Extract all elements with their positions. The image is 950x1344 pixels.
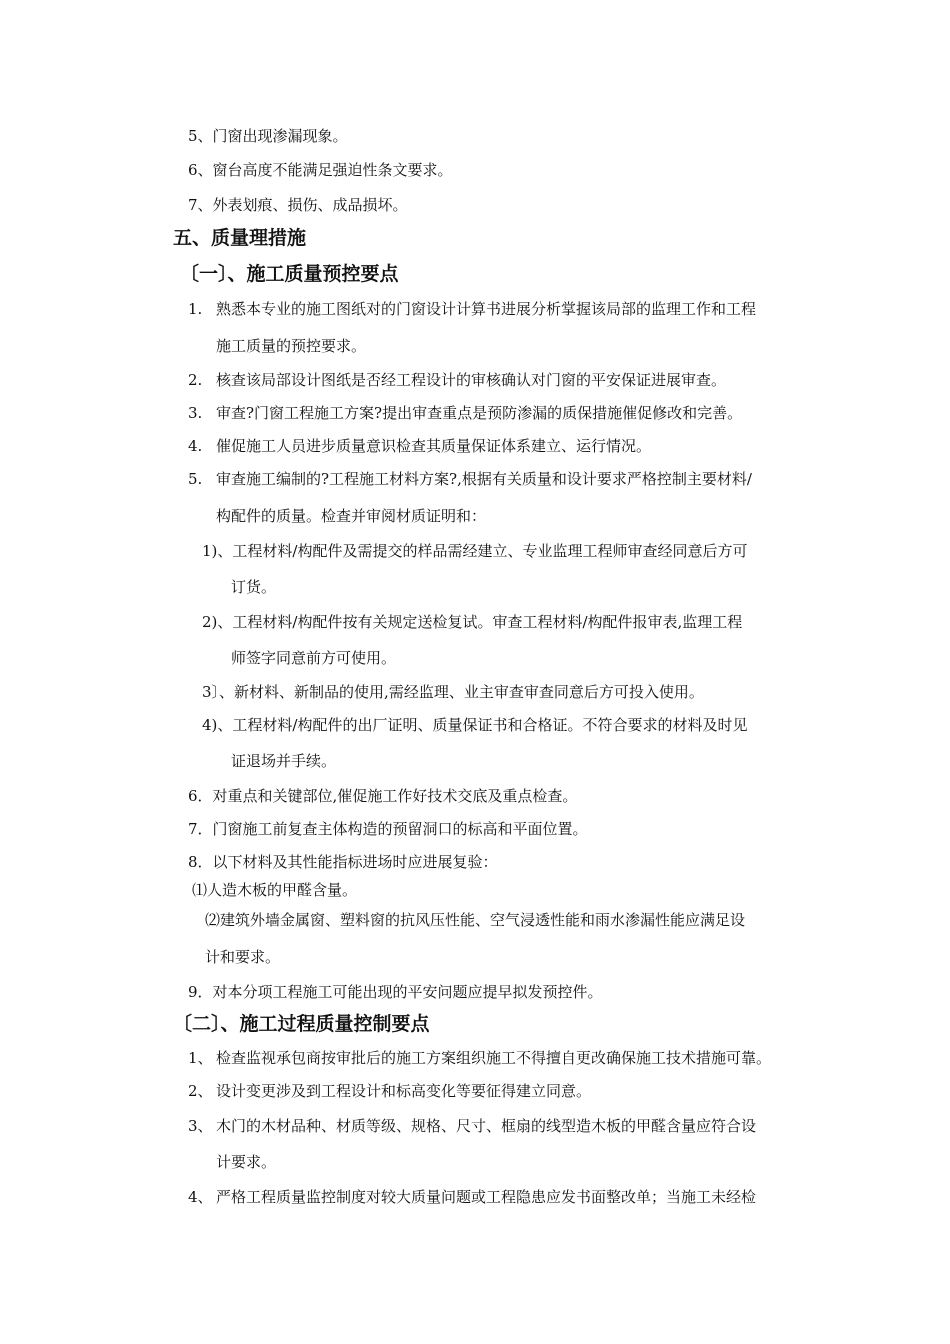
sub-item: 1)、工程材料/构配件及需提交的样品需经建立、专业监理工程师审查经同意后方可 bbox=[202, 542, 748, 560]
sub-item-cont: 证退场并手续。 bbox=[231, 752, 337, 770]
material-item: ⑵建筑外墙金属窗、塑料窗的抗风压性能、空气浸透性能和雨水渗漏性能应满足设 bbox=[205, 911, 746, 929]
list-item: 检查监视承包商按审批后的施工方案组织施工不得擅自更改确保施工技术措施可靠。 bbox=[216, 1049, 772, 1067]
sub-item-cont: 师签字同意前方可使用。 bbox=[231, 649, 397, 667]
list-item-number: 4、 bbox=[188, 1188, 213, 1206]
material-item-cont: 计和要求。 bbox=[205, 948, 281, 966]
list-item-number: 5. bbox=[188, 470, 203, 488]
list-item-number: 1. bbox=[188, 300, 203, 318]
list-item-cont: 施工质量的预控要求。 bbox=[216, 337, 367, 355]
list-item: 审查?门窗工程施工方案?提出审查重点是预防渗漏的质保措施催促修改和完善。 bbox=[216, 404, 743, 422]
list-item: 8．以下材料及其性能指标进场时应进展复验： bbox=[188, 853, 498, 871]
list-item-number: 2、 bbox=[188, 1082, 213, 1100]
sub-item: 4)、工程材料/构配件的出厂证明、质量保证书和合格证。不符合要求的材料及时见 bbox=[202, 716, 748, 734]
list-item: 木门的木材品种、材质等级、规格、尺寸、框扇的线型造木板的甲醛含量应符合设 bbox=[216, 1117, 757, 1135]
subsection-heading: 〔一〕、施工质量预控要点 bbox=[180, 263, 399, 285]
list-item: 7．门窗施工前复查主体构造的预留洞口的标高和平面位置。 bbox=[188, 820, 588, 838]
material-item: ⑴人造木板的甲醛含量。 bbox=[192, 881, 358, 899]
section-heading-main: 五、质量理措施 bbox=[173, 227, 307, 249]
sub-item: 2)、工程材料/构配件按有关规定送检复试。审查工程材料/构配件报审表,监理工程 bbox=[202, 613, 743, 631]
list-item: 9．对本分项工程施工可能出现的平安问题应提早拟发预控件。 bbox=[188, 983, 603, 1001]
list-item-cont: 计要求。 bbox=[216, 1153, 277, 1171]
list-item: 严格工程质量监控制度对较大质量问题或工程隐患应发书面整改单；当施工未经检 bbox=[216, 1188, 757, 1206]
list-item-number: 2. bbox=[188, 371, 203, 389]
list-item: 审查施工编制的?工程施工材料方案?,根据有关质量和设计要求严格控制主要材料/ bbox=[216, 470, 752, 488]
list-item: 催促施工人员进步质量意识检查其质量保证体系建立、运行情况。 bbox=[216, 437, 652, 455]
list-item-number: 3. bbox=[188, 404, 203, 422]
list-item-number: 4. bbox=[188, 437, 203, 455]
list-item: 6、窗台高度不能满足强迫性条文要求。 bbox=[188, 161, 453, 179]
list-item: 熟悉本专业的施工图纸对的门窗设计计算书进展分析掌握该局部的监理工作和工程 bbox=[216, 300, 757, 318]
list-item-number: 3、 bbox=[188, 1117, 213, 1135]
list-item: 5、门窗出现渗漏现象。 bbox=[188, 127, 348, 145]
sub-item-cont: 订货。 bbox=[231, 578, 277, 596]
list-item: 设计变更涉及到工程设计和标高变化等要征得建立同意。 bbox=[216, 1082, 592, 1100]
list-item-cont: 构配件的质量。检查并审阅材质证明和： bbox=[216, 507, 487, 525]
list-item: 7、外表划痕、损伤、成品损坏。 bbox=[188, 196, 408, 214]
list-item-number: 1、 bbox=[188, 1049, 213, 1067]
subsection-heading: 〔二〕、施工过程质量控制要点 bbox=[173, 1013, 430, 1035]
list-item: 核查该局部设计图纸是否经工程设计的审核确认对门窗的平安保证进展审查。 bbox=[216, 371, 727, 389]
sub-item: 3〕、新材料、新制品的使用,需经监理、业主审查审查同意后方可投入使用。 bbox=[202, 683, 704, 701]
list-item: 6．对重点和关键部位,催促施工作好技术交底及重点检查。 bbox=[188, 787, 578, 805]
